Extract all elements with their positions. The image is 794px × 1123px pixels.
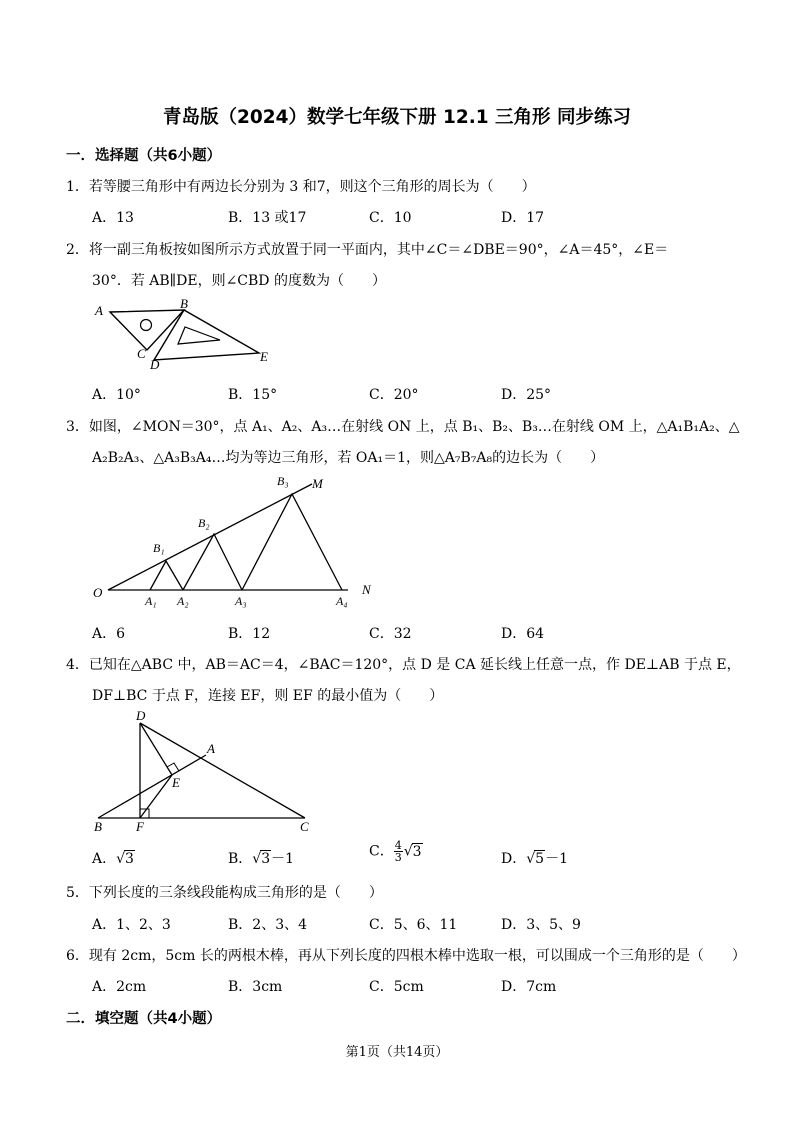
label-C: C (300, 819, 309, 834)
label-B: B (94, 819, 102, 834)
question-2-stem-line-1: 2．将一副三角板按如图所示方式放置于同一平面内，其中∠C＝∠DBE＝90°，∠A＝45°，∠E＝ (66, 242, 669, 258)
label-A4: A₄ (336, 594, 348, 608)
figure-equilateral-chain (90, 472, 390, 614)
question-3-option-d: D．64 (501, 626, 545, 642)
section-heading-choice: 一．选择题（共6小题） (66, 148, 222, 164)
question-5-option-c: C．5、6、11 (369, 917, 458, 933)
section-heading-fill: 二．填空题（共4小题） (66, 1011, 222, 1027)
label-E: E (260, 349, 268, 364)
segment-DC (140, 723, 305, 818)
question-2-option-a: A．10° (92, 387, 141, 403)
ray-OM (108, 484, 312, 590)
question-2-stem-line-2: 30°．若 AB∥DE，则∠CBD 的度数为（ ） (92, 273, 386, 289)
label-B2: B₂ (198, 516, 210, 530)
label-D: D (150, 357, 160, 372)
question-4-stem-line-1: 4．已知在△ABC 中，AB＝AC＝4，∠BAC＝120°，点 D 是 CA 延长线上任意一点，作 DE⊥AB 于点 E， (66, 657, 741, 673)
question-6-option-c: C．5cm (369, 979, 424, 995)
question-6-option-b: B．3cm (228, 979, 283, 995)
label-B: B (180, 296, 188, 311)
label-N: N (362, 582, 371, 597)
segment-EF (140, 775, 172, 818)
label-D: D (136, 708, 146, 723)
question-4-stem-line-2: DF⊥BC 于点 F，连接 EF，则 EF 的最小值为（ ） (92, 688, 444, 704)
question-1-option-a: A．13 (92, 210, 134, 226)
question-1-stem: 1．若等腰三角形中有两边长分别为 3 和7，则这个三角形的周长为（ ） (66, 179, 536, 195)
question-5-option-b: B．2、3、4 (228, 917, 308, 933)
question-3-option-c: C．32 (369, 626, 412, 642)
label-M: M (312, 476, 323, 491)
question-5-option-d: D．3、5、9 (501, 917, 581, 933)
question-4-option-c: C． $\frac{4}{3}$ √3 (369, 839, 422, 864)
question-2-option-b: B．15° (228, 387, 278, 403)
question-2-option-c: C．20° (369, 387, 419, 403)
label-A1: A₁ (145, 594, 157, 608)
label-A: A (95, 303, 103, 318)
question-6-stem: 6．现有 2cm，5cm 长的两根木棒，再从下列长度的四根木棒中选取一根，可以围成一个三角形的是（ ） (66, 948, 746, 964)
question-4-option-b: B．√3－1 (228, 851, 295, 867)
label-A2: A₂ (177, 594, 189, 608)
question-5-option-a: A．1、2、3 (92, 917, 171, 933)
segment-BA (98, 755, 206, 818)
label-O: O (93, 585, 103, 600)
question-4-option-d: D．√5－1 (501, 851, 568, 867)
label-B1: B₁ (153, 541, 165, 555)
label-F: F (136, 819, 144, 834)
page-footer: 第1页（共14页） (345, 1045, 449, 1060)
question-6-option-d: D．7cm (501, 979, 557, 995)
label-B3: B₃ (277, 474, 289, 488)
label-C: C (137, 346, 146, 361)
figure-triangle-rulers (92, 296, 282, 374)
document-title: 青岛版（2024）数学七年级下册 12.1 三角形 同步练习 (163, 107, 631, 128)
question-1-option-c: C．10 (369, 210, 412, 226)
question-2-option-d: D．25° (501, 387, 552, 403)
question-3-option-b: B．12 (228, 626, 271, 642)
triangle-2 (183, 534, 242, 590)
question-3-stem-line-1: 3．如图，∠MON＝30°，点 A₁、A₂、A₃…在射线 ON 上，点 B₁、B₂、B₃…在射线 OM 上，△A₁B₁A₂、△ (66, 419, 740, 435)
question-3-stem-line-2: A₂B₂A₃、△A₃B₃A₄…均为等边三角形，若 OA₁＝1，则△A₇B₇A₈的边长为（ ） (92, 450, 605, 466)
label-A3: A₃ (235, 594, 247, 608)
triangle-3 (242, 494, 342, 590)
label-A: A (207, 741, 215, 756)
question-5-stem: 5．下列长度的三条线段能构成三角形的是（ ） (66, 885, 383, 901)
figure-triangle-abc (90, 706, 322, 836)
question-4-option-a: A．√3 (92, 851, 134, 867)
question-6-option-a: A．2cm (92, 979, 147, 995)
question-1-option-d: D．17 (501, 210, 545, 226)
question-1-option-b: B．13 或17 (228, 210, 307, 226)
label-E: E (172, 775, 180, 790)
question-3-option-a: A．6 (92, 626, 126, 642)
